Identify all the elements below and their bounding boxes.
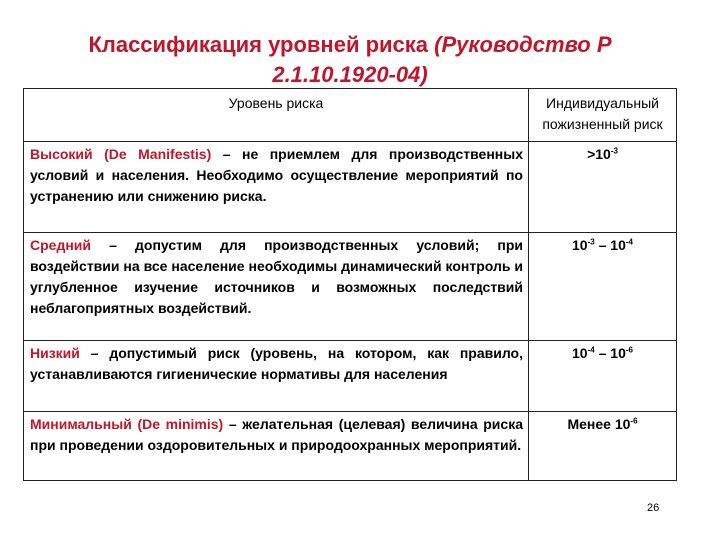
risk-value-base: >10 <box>587 146 611 162</box>
risk-value-base: 10 <box>572 237 588 253</box>
risk-value-separator: – <box>594 345 611 361</box>
risk-value-base: 10 <box>572 345 588 361</box>
risk-level-label: Средний <box>30 237 92 253</box>
risk-value-exponent: -4 <box>587 345 595 355</box>
slide-title <box>60 30 640 90</box>
title-reference: (Руководство Р 2.1.10.1920-04) <box>272 32 612 87</box>
risk-level-label: Высокий (De Manifestis) <box>30 146 212 162</box>
risk-value <box>529 142 677 233</box>
table-header-row <box>24 89 677 142</box>
table-row <box>24 142 677 233</box>
risk-level-description: – допустимый риск (уровень, на котором, как правило, устанавливаются гигиенические нормативы для населения <box>30 345 523 382</box>
risk-value-exponent-upper: -4 <box>625 237 633 247</box>
risk-level-label: Низкий <box>30 345 80 361</box>
header-lifetime-risk: Индивидуальный пожизненный риск <box>529 89 677 142</box>
risk-value-base: Менее 10 <box>567 416 631 432</box>
title-main: Классификация уровней риска <box>88 32 429 57</box>
table-row <box>24 233 677 341</box>
risk-value <box>529 341 677 412</box>
table-row <box>24 341 677 412</box>
risk-level-description: – желательная (целевая) величина риска при проведении оздоровительных и природоохранных мероприятий. <box>30 416 523 453</box>
risk-value-exponent: -3 <box>610 146 618 156</box>
row-description <box>24 412 529 481</box>
risk-value-exponent: -6 <box>630 416 638 426</box>
risk-classification-table <box>23 88 677 481</box>
page-number: 26 <box>647 502 660 514</box>
row-description <box>24 233 529 341</box>
risk-value-separator: – <box>594 237 611 253</box>
risk-value-base-upper: 10 <box>610 345 626 361</box>
risk-value-exponent: -3 <box>587 237 595 247</box>
risk-value-exponent-upper: -6 <box>625 345 633 355</box>
risk-level-description: – не приемлем для производственных условий и населения. Необходимо осуществление мероприятий по устранению или снижению риска. <box>30 146 523 204</box>
risk-value-base-upper: 10 <box>610 237 626 253</box>
row-description <box>24 142 529 233</box>
risk-value <box>529 412 677 481</box>
header-risk-level: Уровень риска <box>24 89 529 142</box>
risk-level-description: – допустим для производственных условий; при воздействии на все население необходимы динамический контроль и углубленное изучение источников и возможных последствий неблагоприятных воздействий. <box>30 237 523 316</box>
risk-level-label: Минимальный (De minimis) <box>30 416 224 432</box>
risk-value <box>529 233 677 341</box>
table-row <box>24 412 677 481</box>
row-description <box>24 341 529 412</box>
